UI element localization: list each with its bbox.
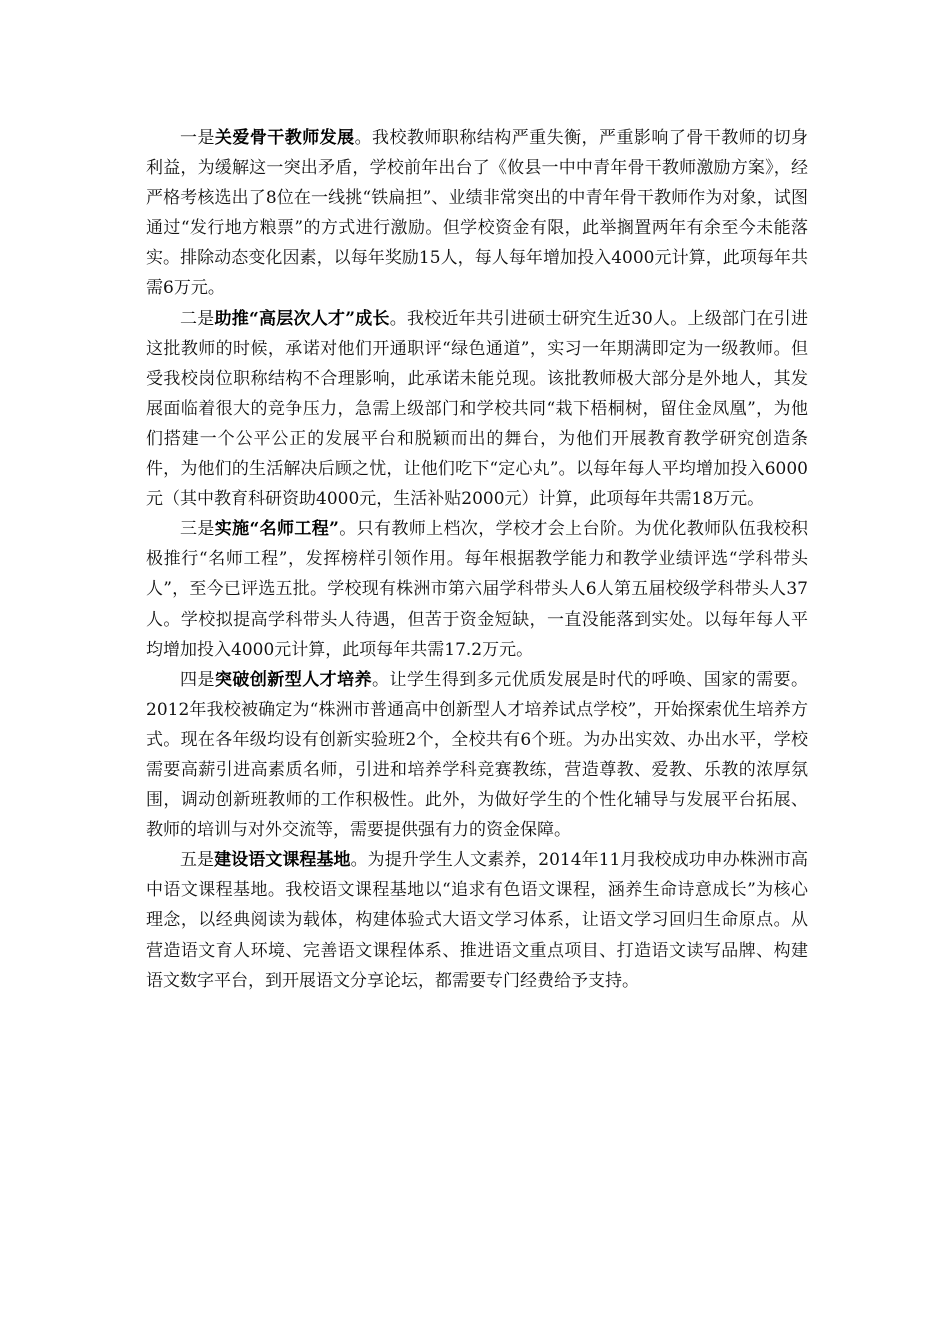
paragraph-lead: 三是 <box>180 519 215 540</box>
paragraph-5 <box>146 845 808 995</box>
paragraph-lead: 二是 <box>180 308 215 329</box>
paragraph-topic: 突破创新型人才培养 <box>214 669 373 690</box>
paragraph-topic: 实施“名师工程” <box>214 519 339 540</box>
paragraph-1 <box>146 123 808 304</box>
paragraph-lead: 一是 <box>180 128 215 148</box>
paragraph-topic: 助推“高层次人才”成长 <box>214 308 390 329</box>
paragraph-2 <box>146 304 808 515</box>
paragraph-text: 。我校教师职称结构严重失衡，严重影响了骨干教师的切身利益，为缓解这一突出矛盾，学校前年出台了《攸县一中中青年骨干教师激励方案》，经严格考核选出了8位在一线挑“铁扁担”、业绩非常突出的中青年骨干教师作为对象，试图通过“发行地方粮票”的方式进行激励。但学校资金有限，此举搁置两年有余至今未能落实。排除动态变化因素，以每年奖励15人，每人每年增加投入4000元计算，此项每年共需6万元。 <box>146 128 809 299</box>
paragraph-lead: 五是 <box>180 850 215 871</box>
paragraph-text: 。只有教师上档次，学校才会上台阶。为优化教师队伍我校积极推行“名师工程”，发挥榜样引领作用。每年根据教学能力和教学业绩评选“学科带头人”，至今已评选五批。学校现有株洲市第六届学科带头人6人第五届校级学科带头人37人。学校拟提高学科带头人待遇，但苦于资金短缺，一直没能落到实处。以每年每人平均增加投入4000元计算，此项每年共需17.2万元。 <box>146 519 808 660</box>
paragraph-4 <box>146 665 808 846</box>
paragraph-text: 。我校近年共引进硕士研究生近30人。上级部门在引进这批教师的时候，承诺对他们开通职评“绿色通道”，实习一年期满即定为一级教师。但受我校岗位职称结构不合理影响，此承诺未能兑现。该批教师极大部分是外地人，其发展面临着很大的竞争压力，急需上级部门和学校共同“栽下梧桐树，留住金凤凰”，为他们搭建一个公平公正的发展平台和脱颖而出的舞台，为他们开展教育教学研究创造条件，为他们的生活解决后顾之忧，让他们吃下“定心丸”。以每年每人平均增加投入6000元（其中教育科研资助4000元，生活补贴2000元）计算，此项每年共需18万元。 <box>146 308 809 510</box>
paragraph-lead: 四是 <box>180 669 215 690</box>
paragraph-text: 。为提升学生人文素养，2014年11月我校成功申办株洲市高中语文课程基地。我校语文课程基地以“追求有色语文课程，涵养生命诗意成长”为核心理念，以经典阅读为载体，构建体验式大语文学习体系，让语文学习回归生命原点。从营造语文育人环境、完善语文课程体系、推进语文重点项目、打造语文读写品牌、构建语文数字平台，到开展语文分享论坛，都需要专门经费给予支持。 <box>146 850 808 991</box>
document-body <box>146 123 808 996</box>
paragraph-topic: 建设语文课程基地 <box>214 850 351 871</box>
paragraph-topic: 关爱骨干教师发展 <box>214 128 355 148</box>
paragraph-3 <box>146 514 808 664</box>
paragraph-text: 。让学生得到多元优质发展是时代的呼唤、国家的需要。2012年我校被确定为“株洲市普通高中创新型人才培养试点学校”，开始探索优生培养方式。现在各年级均设有创新实验班2个，全校共有6个班。为办出实效、办出水平，学校需要高薪引进高素质名师，引进和培养学科竞赛教练，营造尊教、爱教、乐教的浓厚氛围，调动创新班教师的工作积极性。此外，为做好学生的个性化辅导与发展平台拓展、教师的培训与对外交流等，需要提供强有力的资金保障。 <box>146 669 809 841</box>
